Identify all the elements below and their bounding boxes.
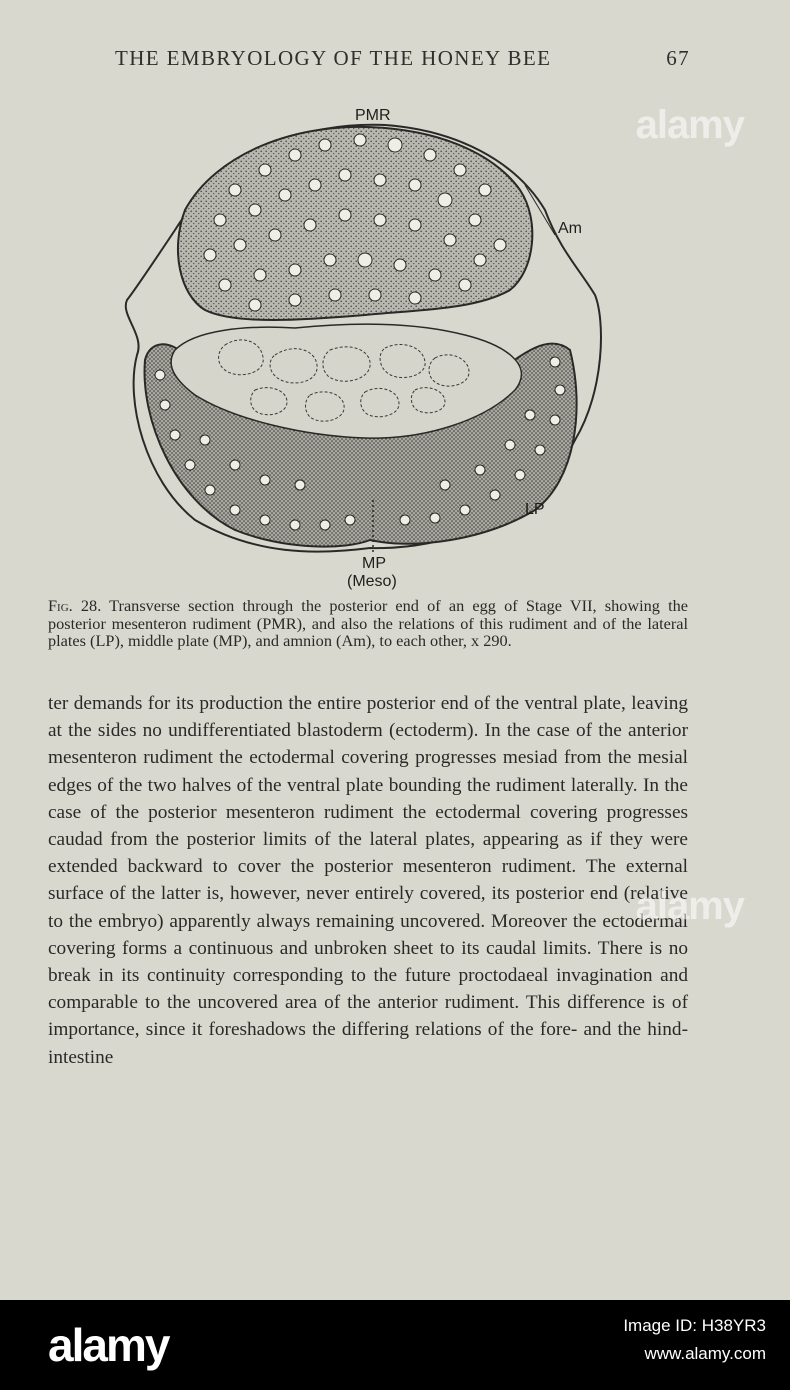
label-meso: (Meso): [347, 573, 397, 590]
alamy-logo: alamy: [48, 1319, 169, 1371]
stock-footer-bar: [0, 1300, 790, 1390]
label-mp: MP: [362, 555, 386, 572]
label-lp: LP: [525, 501, 545, 518]
image-id-label: Image ID: H38YR3: [623, 1316, 766, 1335]
footer-url: www.alamy.com: [644, 1344, 766, 1363]
watermark-top: alamy: [635, 103, 744, 147]
figure-28-illustration: [115, 100, 615, 590]
running-title: THE EMBRYOLOGY OF THE HONEY BEE: [115, 46, 552, 70]
figure-caption: [48, 597, 688, 650]
watermark-middle: alamy: [635, 884, 744, 928]
cross-section-drawing: [115, 100, 615, 590]
body-text-content: ter demands for its production the entire posterior end of the ventral plate, leaving at the sides no undifferentiated blastoderm (ectoderm). In the case of the anterior mesenteron rudiment the ectodermal covering progresses mesiad from the mesial edges of the two halves of the ventral plate bounding the rudiment laterally. In the case of the posterior mesenteron rudiment the ectodermal covering progresses caudad from the posterior limits of the lateral plates, appearing as if they were extended backward to cover the posterior mesenteron rudiment. The external surface of the latter is, however, never entirely covered, its posterior end (relative to the embryo) apparently always remaining uncovered. Moreover the ectodermal covering forms a continuous and unbroken sheet to its caudal limits. There is no break in its continuity corresponding to the future proctodaeal invagination and comparable to the uncovered area of the anterior rudiment. This difference is of importance, since it foreshadows the differing relations of the fore- and the hind-intestine: [48, 693, 688, 1068]
page-number: 67: [666, 46, 690, 70]
caption-text: Transverse section through the posterior end of an egg of Stage VII, showing the posterior mesenteron rudiment (PMR), and also the relations of this rudiment and of the lateral plates (LP), middle plate (MP), and amnion (Am), to each other, x 290.: [48, 596, 688, 650]
caption-figure-label: Fig. 28.: [48, 596, 102, 615]
body-paragraph: [48, 690, 688, 1071]
label-am: Am: [558, 220, 582, 237]
label-pmr: PMR: [355, 107, 391, 124]
